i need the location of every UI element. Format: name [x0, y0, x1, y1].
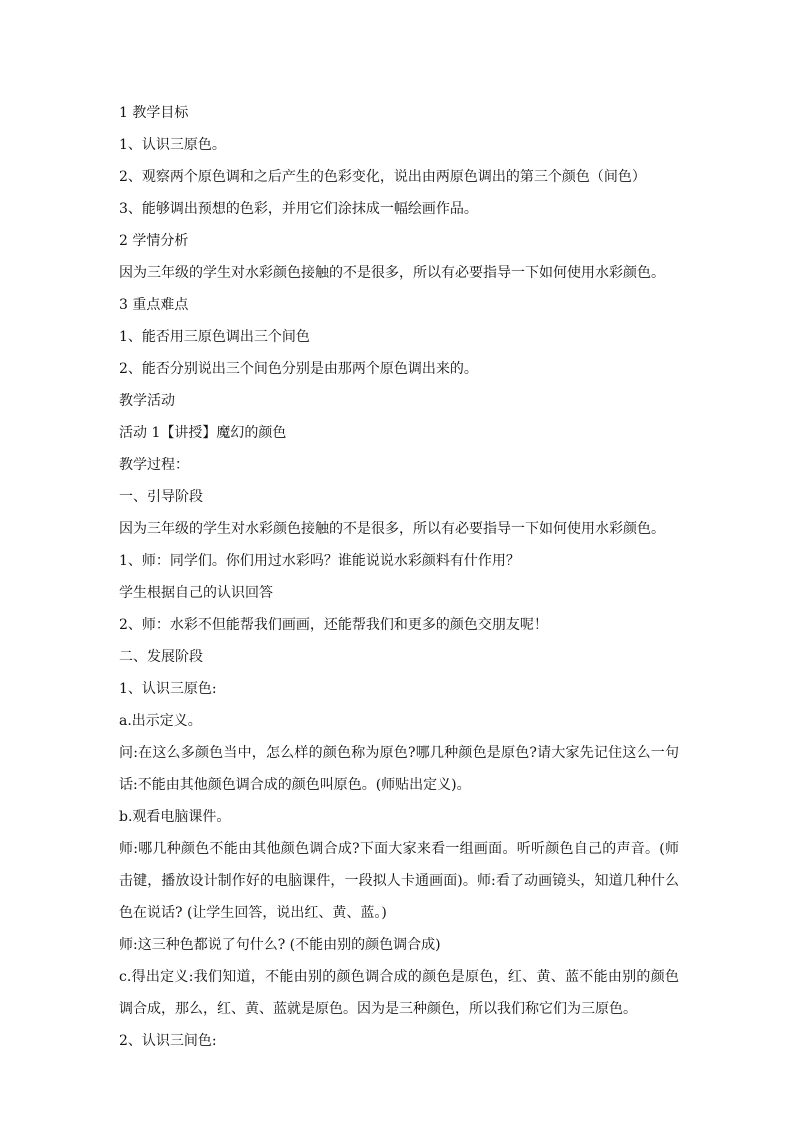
- document-body: [119, 101, 679, 1061]
- courseware-paragraph: 师:哪几种颜色不能由其他颜色调合成?下面大家来看一组画面。听听颜色自己的声音。(师击键，播放设计制作好的电脑课件，一段拟人卡通画面)。师:看了动画镜头，知道几种什么色在说话? (让学生回答，说出红、黄、蓝。): [119, 841, 679, 921]
- subheading-secondary-colors: 2、认识三间色:: [119, 1033, 217, 1049]
- goal-item-3: 3、能够调出预想的色彩，并用它们涂抹成一幅绘画作品。: [119, 201, 478, 217]
- guide-text: 因为三年级的学生对水彩颜色接触的不是很多，所以有必要指导一下如何使用水彩颜色。: [119, 521, 665, 537]
- heading-teaching-process: 教学过程：: [119, 457, 189, 473]
- student-analysis-text: 因为三年级的学生对水彩颜色接触的不是很多，所以有必要指导一下如何使用水彩颜色。: [119, 265, 665, 281]
- heading-student-analysis: 2 学情分析: [119, 233, 189, 249]
- question-line: 师:这三种色都说了句什么? (不能由别的颜色调合成): [119, 937, 441, 953]
- stage-guide: 一、引导阶段: [119, 489, 203, 505]
- step-a: a.出示定义。: [119, 713, 202, 729]
- goal-item-2: 2、观察两个原色调和之后产生的色彩变化，说出由两原色调出的第三个颜色（间色）: [119, 169, 646, 185]
- activity-title: 活动 1【讲授】魔幻的颜色: [119, 425, 287, 441]
- teacher-remark: 2、师：水彩不但能帮我们画画，还能帮我们和更多的颜色交朋友呢！: [119, 617, 548, 633]
- guide-question: 1、师：同学们。你们用过水彩吗？谁能说说水彩颜料有什作用？: [119, 553, 520, 569]
- conclusion-paragraph: c.得出定义:我们知道，不能由别的颜色调合成的颜色是原色，红、黄、蓝不能由别的颜色调合成，那么，红、黄、蓝就是原色。因为是三种颜色，所以我们称它们为三原色。: [119, 969, 679, 1017]
- heading-key-difficulties: 3 重点难点: [119, 297, 189, 313]
- difficulty-item-1: 1、能否用三原色调出三个间色: [119, 329, 310, 345]
- heading-teaching-activities: 教学活动: [119, 393, 175, 409]
- heading-teaching-goals: 1 教学目标: [119, 105, 189, 121]
- difficulty-item-2: 2、能否分别说出三个间色分别是由那两个原色调出来的。: [119, 361, 478, 377]
- subheading-primary-colors: 1、认识三原色:: [119, 681, 217, 697]
- goal-item-1: 1、认识三原色。: [119, 137, 226, 153]
- definition-paragraph: 问:在这么多颜色当中，怎么样的颜色称为原色?哪几种颜色是原色?请大家先记住这么一句话:不能由其他颜色调合成的颜色叫原色。(师贴出定义)。: [119, 745, 679, 793]
- student-answer: 学生根据自己的认识回答: [119, 585, 273, 601]
- stage-develop: 二、发展阶段: [119, 649, 203, 665]
- step-b: b.观看电脑课件。: [119, 809, 231, 825]
